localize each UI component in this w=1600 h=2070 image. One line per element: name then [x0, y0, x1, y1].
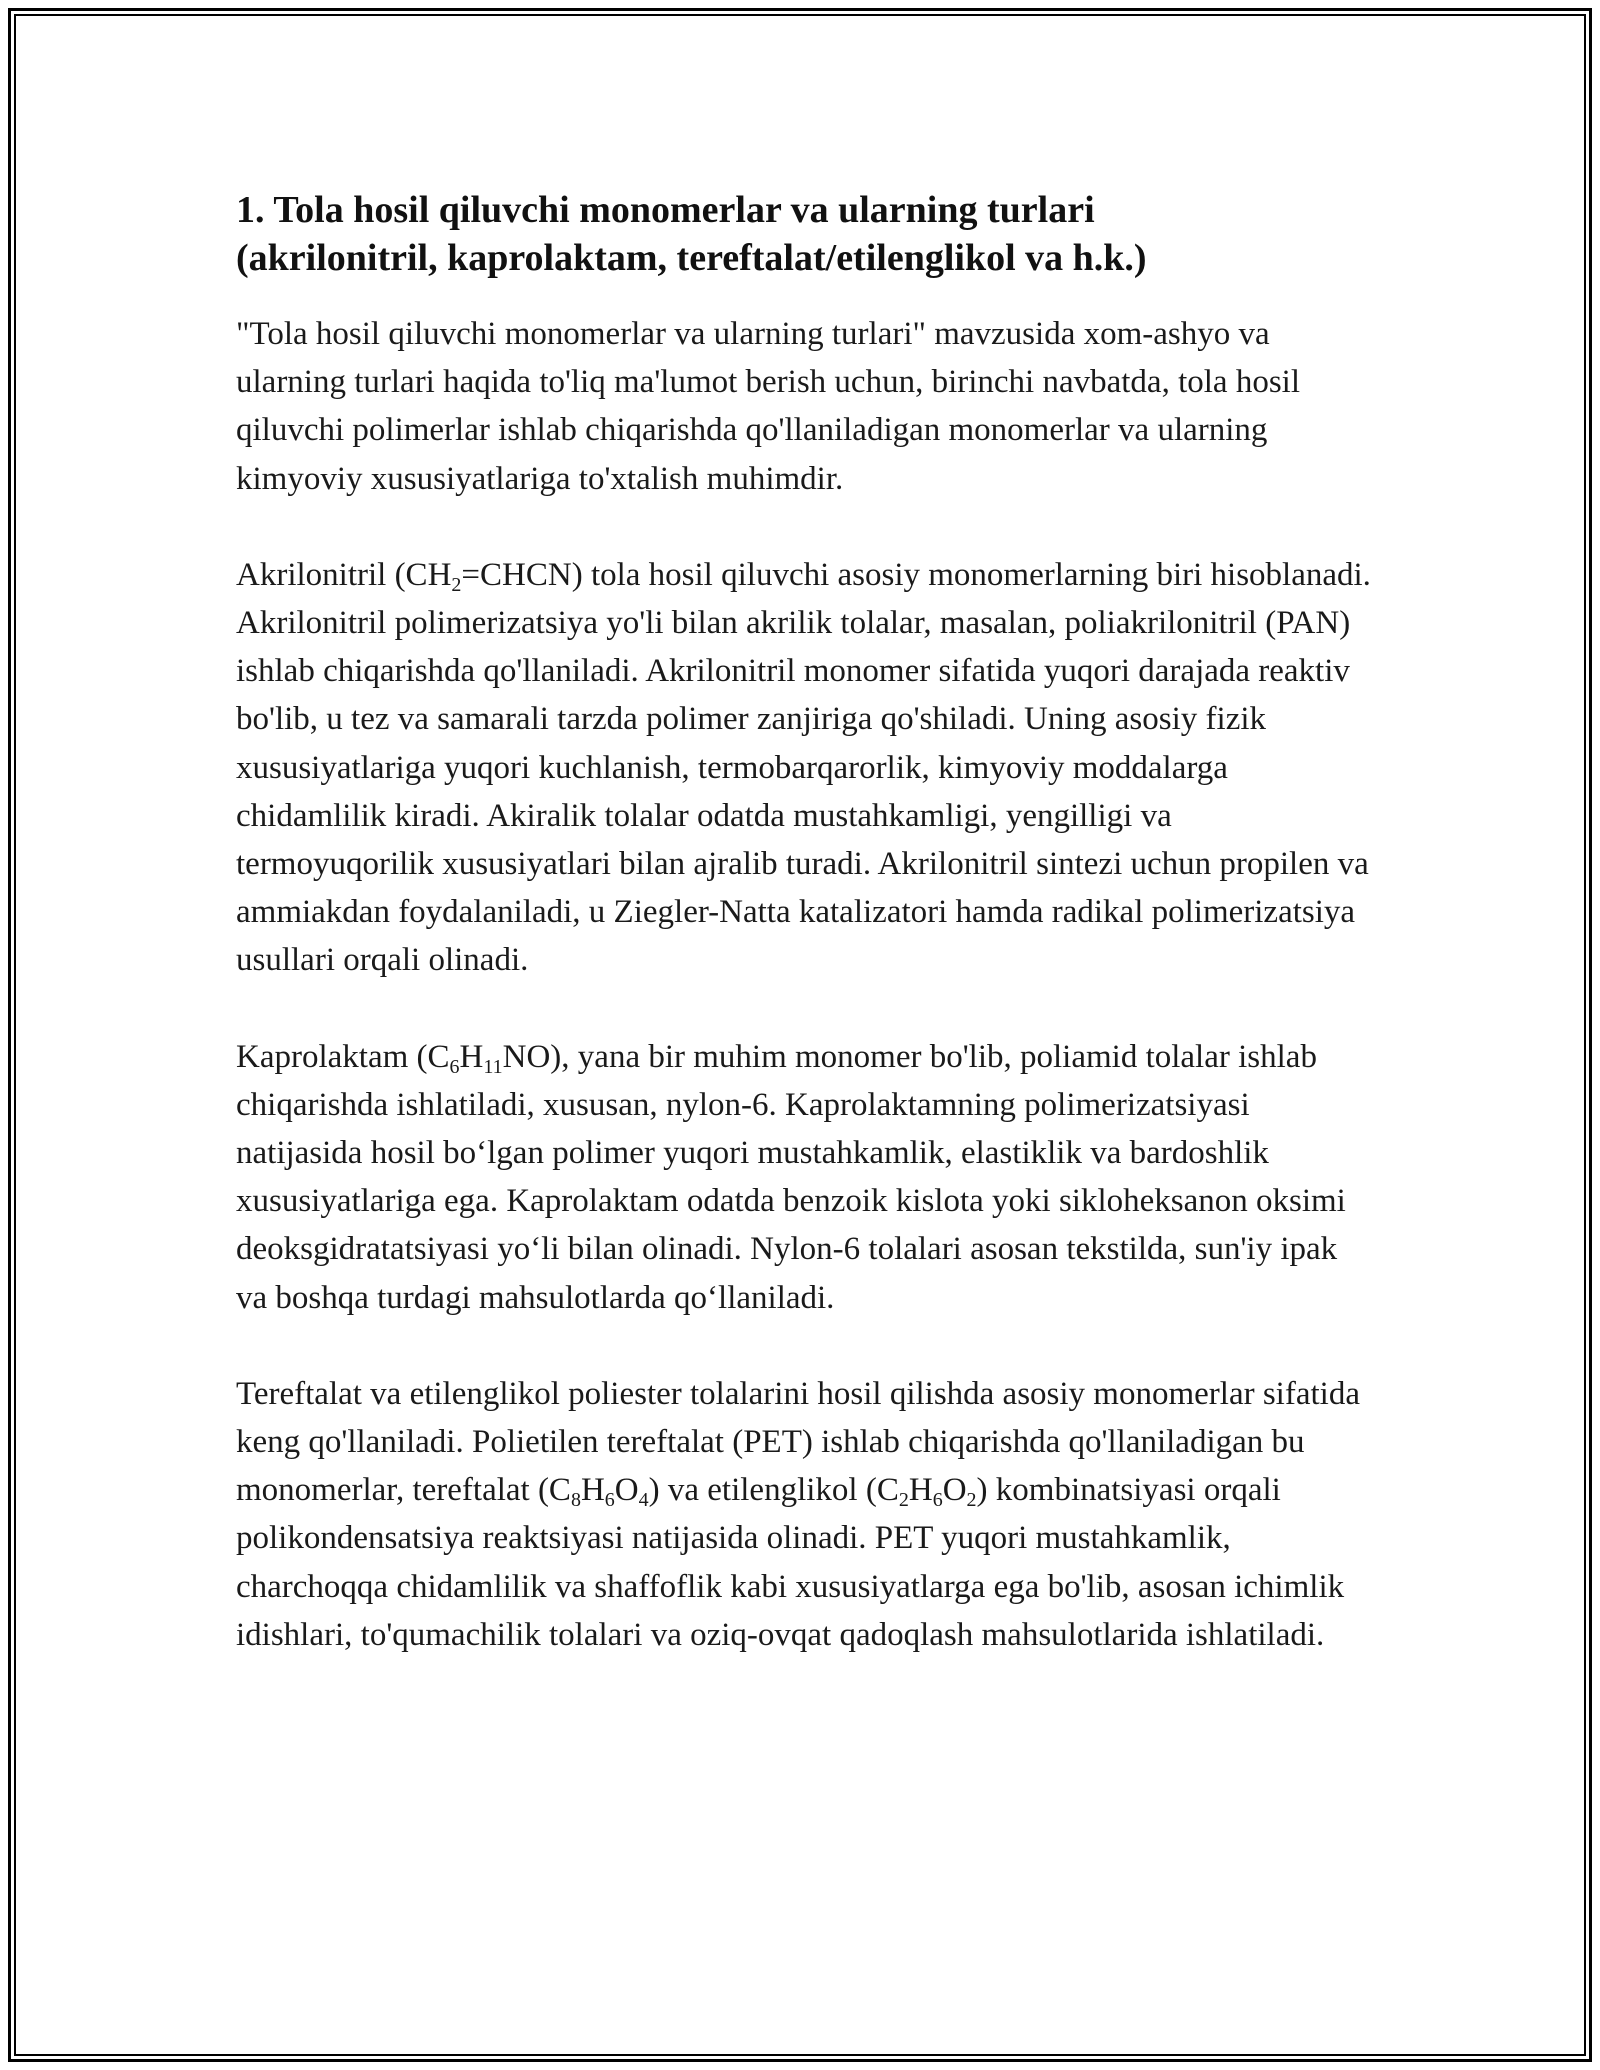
text-run: H [580, 1472, 605, 1509]
subscript: 4 [638, 1489, 649, 1512]
paragraph-acrylonitrile [236, 551, 1376, 985]
text-run: O [614, 1472, 639, 1509]
text-run: NO), yana bir muhim monomer bo'lib, poliamid tolalar ishlab chiqarishda ishlatiladi, xususan, nylon-6. Kaprolaktamning polimerizatsiyasi natijasida hosil bo‘lgan polimer yuqori mustahkamlik, elastiklik va bardoshlik xususiyatlariga ega. Kaprolaktam odatda benzoik kislota yoki sikloheksanon oksimi deoksgidratatsiyasi yo‘li bilan olinadi. Nylon-6 tolalari asosan tekstilda, sun'iy ipak va boshqa turdagi mahsulotlarda qo‘llaniladi. [236, 1038, 1346, 1316]
paragraph-terephthalate [236, 1370, 1376, 1659]
subscript: 6 [449, 1055, 460, 1078]
text-run: ) va etilenglikol (C [648, 1472, 899, 1509]
heading-line-2: (akrilonitril, kaprolaktam, tereftalat/etilenglikol va h.k.) [236, 237, 1147, 279]
text-run: ) kombinatsiyasi orqali polikondensatsiya reaktsiyasi natijasida olinadi. PET yuqori mustahkamlik, charchoqqa chidamlilik va shaffoflik kabi xususiyatlarga ega bo'lib, asosan ichimlik idishlari, to'qumachilik tolalari va oziq-ovqat qadoqlash mahsulotlarida ishlatiladi. [236, 1472, 1345, 1653]
subscript: 11 [483, 1055, 503, 1078]
subscript: 8 [570, 1489, 581, 1512]
section-heading [236, 186, 1376, 282]
subscript: 2 [898, 1489, 909, 1512]
subscript: 2 [966, 1489, 977, 1512]
text-run: Tereftalat va etilenglikol poliester tolalarini hosil qilishda asosiy monomerlar sifatida keng qo'llaniladi. Polietilen tereftalat (PET) ishlab chiqarishda qo'llaniladigan bu monomerlar, tereftalat (C [236, 1375, 1360, 1509]
subscript: 6 [604, 1489, 615, 1512]
paragraph-intro: "Tola hosil qiluvchi monomerlar va ularning turlari" mavzusida xom-ashyo va ularning turlari haqida to'liq ma'lumot berish uchun, birinchi navbatda, tola hosil qiluvchi polimerlar ishlab chiqarishda qo'llaniladigan monomerlar va ularning kimyoviy xususiyatlariga to'xtalish muhimdir. [236, 316, 1300, 497]
text-run: H [459, 1038, 484, 1075]
text-run: O [942, 1472, 967, 1509]
text-run: Kaprolaktam (C [236, 1038, 450, 1075]
text-run: Akrilonitril (CH [236, 556, 452, 593]
subscript: 2 [451, 573, 462, 596]
document-body [236, 186, 1376, 1707]
heading-line-1: 1. Tola hosil qiluvchi monomerlar va ularning turlari [236, 189, 1095, 231]
subscript: 6 [932, 1489, 943, 1512]
text-run: =CHCN) tola hosil qiluvchi asosiy monomerlarning biri hisoblanadi. Akrilonitril polimerizatsiya yo'li bilan akrilik tolalar, masalan, poliakrilonitril (PAN) ishlab chiqarishda qo'llaniladi. Akrilonitril monomer sifatida yuqori darajada reaktiv bo'lib, u tez va samarali tarzda polimer zanjiriga qo'shiladi. Uning asosiy fizik xususiyatlariga yuqori kuchlanish, termobarqarorlik, kimyoviy moddalarga chidamlilik kiradi. Akiralik tolalar odatda mustahkamligi, yengilligi va termoyuqorilik xususiyatlari bilan ajralib turadi. Akrilonitril sintezi uchun propilen va ammiakdan foydalaniladi, u Ziegler-Natta katalizatori hamda radikal polimerizatsiya usullari orqali olinadi. [236, 556, 1371, 979]
text-run: H [908, 1472, 933, 1509]
paragraph-caprolactam [236, 1033, 1376, 1322]
